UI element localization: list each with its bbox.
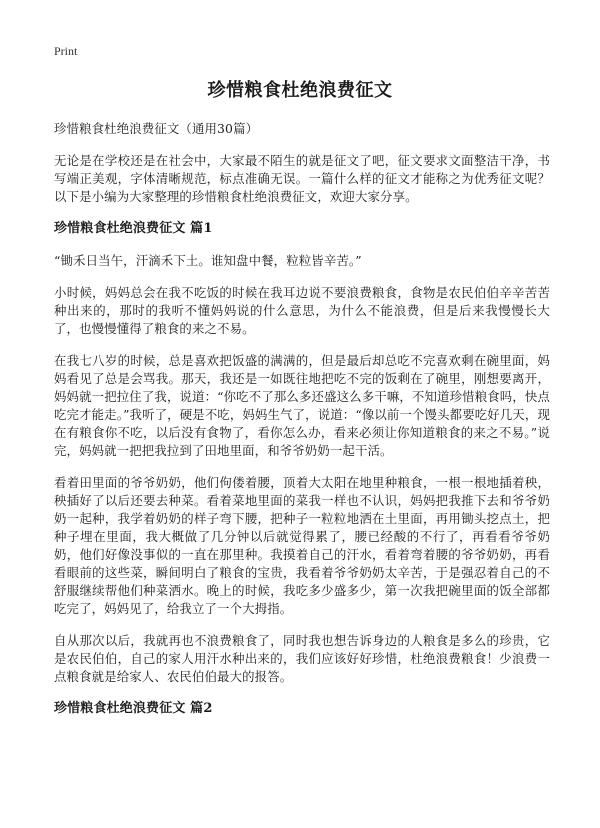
intro-paragraph: 无论是在学校还是在社会中，大家最不陌生的就是征文了吧，征文要求文面整洁干净，书写端正美观，字体清晰规范，标点准确无误。一篇什么样的征文才能称之为优秀征文呢？以下是小编为大家整理的珍惜粮食杜绝浪费征文，欢迎大家分享。 xyxy=(54,153,550,204)
poem-quote: “锄禾日当午，汗滴禾下土。谁知盘中餐，粒粒皆辛苦。” xyxy=(54,253,362,268)
section-heading-1: 珍惜粮食杜绝浪费征文 篇1 xyxy=(54,221,213,236)
body-paragraph: 小时候，妈妈总会在我不吃饭的时候在我耳边说不要浪费粮食，食物是农民伯伯辛辛苦苦种出来的，那时的我听不懂妈妈说的什么意思，为什么不能浪费，但是后来我慢慢长大了，也慢慢懂得了粮食的来之不易。 xyxy=(54,285,550,336)
body-paragraph: 在我七八岁的时候，总是喜欢把饭盛的满满的，但是最后却总吃不完喜欢剩在碗里面，妈妈看见了总是会骂我。那天，我还是一如既往地把吃不完的饭剩在了碗里，刚想要离开，妈妈就一把拉住了我，说道：“你吃不了那么多还盛这么多干嘛，不知道珍惜粮食吗，快点吃完才能走。”我听了，硬是不吃，妈妈生气了，说道：“像以前一个馒头都要吃好几天，现在有粮食你不吃，以后没有食物了，看你怎么办，看来必须让你知道粮食的来之不易。”说完，妈妈就一把把我拉到了田地里面，和爷爷奶奶一起干活。 xyxy=(54,353,550,458)
print-link[interactable]: Print xyxy=(54,44,78,58)
body-paragraph: 看着田里面的爷爷奶奶，他们佝偻着腰，顶着大太阳在地里种粮食，一根一根地插着秧，秧插好了以后还要去种菜。看着菜地里面的菜我一样也不认识，妈妈把我推下去和爷爷奶奶一起种，我学着奶奶的样子弯下腰，把种子一粒粒地洒在土里面，再用锄头挖点土，把种子埋在里面，我大概做了几分钟以后就觉得累了，腰已经酸的不行了，再看看爷爷奶奶，他们好像没事似的一直在那里种。我摸着自己的汗水，看着弯着腰的爷爷奶奶，再看看眼前的这些菜，瞬间明白了粮食的宝贵，我看着爷爷奶奶太辛苦，于是强忍着自己的不舒服继续帮他们种菜洒水。晚上的时候，我吃多少盛多少，第一次我把碗里面的饭全部都吃完了，妈妈见了，给我立了一个大拇指。 xyxy=(54,475,550,616)
document-body xyxy=(54,120,550,732)
body-paragraph: 自从那次以后，我就再也不浪费粮食了，同时我也想告诉身边的人粮食是多么的珍贵，它是农民伯伯，自己的家人用汗水种出来的，我们应该好好珍惜，杜绝浪费粮食！少浪费一点粮食就是给家人、农民伯伯最大的报答。 xyxy=(54,633,550,684)
document-subtitle: 珍惜粮食杜绝浪费征文（通用30篇） xyxy=(54,121,259,136)
section-heading-2: 珍惜粮食杜绝浪费征文 篇2 xyxy=(54,701,213,716)
page-title: 珍惜粮食杜绝浪费征文 xyxy=(207,80,393,101)
